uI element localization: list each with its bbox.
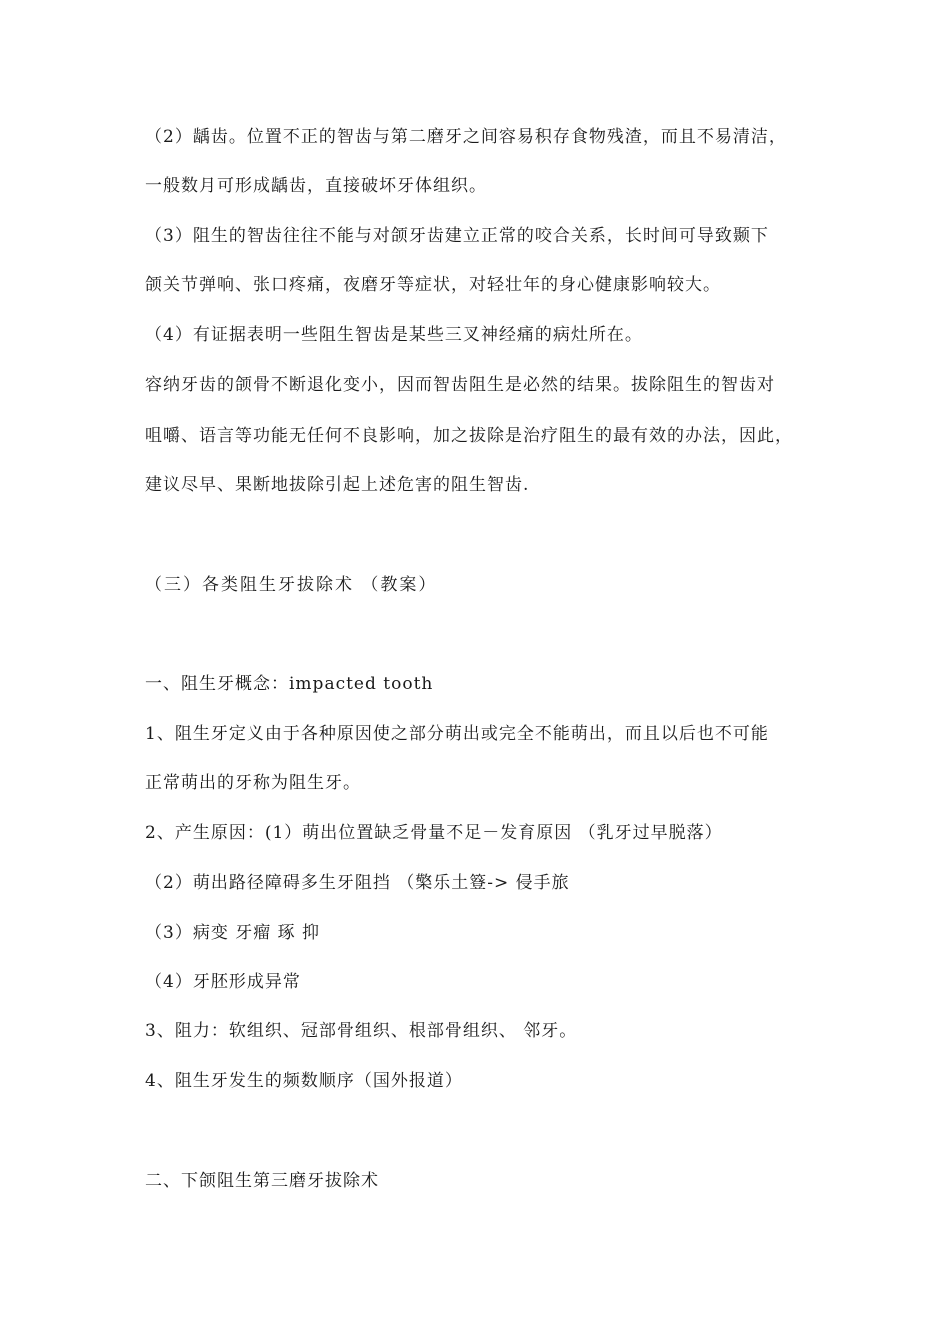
paragraph-line: （3）阻生的智齿往往不能与对颌牙齿建立正常的咬合关系，长时间可导致颞下 (145, 226, 769, 246)
paragraph-line: （2）萌出路径障碍多生牙阻挡 （檠乐土簦-> 侵手旅 (145, 873, 570, 893)
paragraph-line: 正常萌出的牙称为阻生牙。 (145, 773, 361, 793)
paragraph-line: 容纳牙齿的颌骨不断退化变小，因而智齿阻生是必然的结果。拔除阻生的智齿对 (145, 375, 775, 395)
paragraph-line: 颌关节弹响、张口疼痛，夜磨牙等症状，对轻壮年的身心健康影响较大。 (145, 275, 721, 295)
paragraph-line: （4）有证据表明一些阻生智齿是某些三叉神经痛的病灶所在。 (145, 325, 643, 345)
paragraph-line: 4、阻生牙发生的频数顺序（国外报道） (145, 1071, 463, 1091)
paragraph-line: 咀嚼、语言等功能无任何不良影响，加之拔除是治疗阻生的最有效的办法，因此， (145, 426, 793, 446)
paragraph-line: 3、阻力：软组织、冠部骨组织、根部骨组织、 邻牙。 (145, 1021, 578, 1041)
paragraph-line: （3）病变 牙瘤 琢 抑 (145, 923, 321, 943)
section-heading: 二、下颌阻生第三磨牙拔除术 (145, 1171, 379, 1191)
paragraph-line: 1、阻生牙定义由于各种原因使之部分萌出或完全不能萌出，而且以后也不可能 (145, 724, 769, 744)
paragraph-line: 一般数月可形成龋齿，直接破坏牙体组织。 (145, 176, 487, 196)
section-heading: 一、阻生牙概念：impacted tooth (145, 674, 434, 694)
section-heading: （三）各类阻生牙拔除术 （教案） (145, 575, 438, 595)
paragraph-line: 2、产生原因：(1）萌出位置缺乏骨量不足－发育原因 （乳牙过早脱落） (145, 823, 723, 843)
paragraph-line: 建议尽早、果断地拔除引起上述危害的阻生智齿. (145, 475, 530, 495)
paragraph-line: （4）牙胚形成异常 (145, 972, 301, 992)
paragraph-line: （2）龋齿。位置不正的智齿与第二磨牙之间容易积存食物残渣，而且不易清洁， (145, 127, 787, 147)
